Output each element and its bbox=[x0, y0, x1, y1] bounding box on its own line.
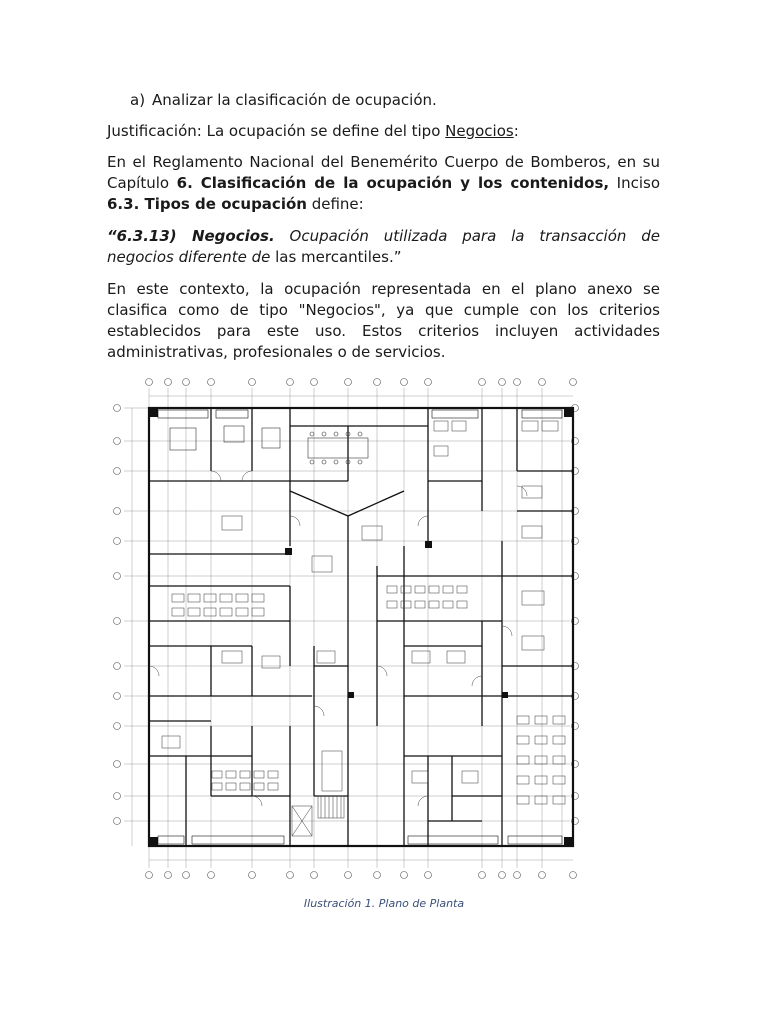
regulation-section: 6.3. Tipos de ocupación bbox=[107, 195, 307, 213]
quote-heading: “6.3.13) Negocios. bbox=[107, 227, 275, 245]
justification-prefix: Justificación: La ocupación se define del tipo bbox=[107, 122, 446, 140]
corner-columns bbox=[148, 407, 574, 847]
justification-paragraph bbox=[107, 121, 660, 142]
regulation-chapter: 6. Clasificación de la ocupación y los contenidos, bbox=[176, 174, 610, 192]
justification-suffix: : bbox=[513, 122, 519, 140]
regulation-text-2: Inciso bbox=[609, 174, 660, 192]
justification-type: Negocios bbox=[445, 122, 514, 140]
context-paragraph: En este contexto, la ocupación representada en el plano anexo se clasifica como de tipo "Negocios", ya que cumple con los criterios establecidos para este uso. Estos criterios incluyen actividades administrativas, profesionales o de servicios. bbox=[107, 280, 660, 361]
furniture-conference bbox=[170, 426, 368, 464]
axis-bubbles-left bbox=[114, 405, 121, 825]
axis-bubbles-bottom bbox=[146, 872, 577, 879]
interior-walls bbox=[149, 408, 573, 846]
list-marker: a) bbox=[130, 91, 146, 109]
dimension-lines bbox=[132, 396, 573, 860]
figure-caption: Ilustración 1. Plano de Planta bbox=[303, 897, 465, 910]
axis-bubbles-top bbox=[146, 379, 577, 386]
quote-italic-text: Ocupación utilizada para la transacción de negocios diferente de bbox=[107, 227, 660, 266]
list-item-a bbox=[130, 90, 437, 111]
list-item-text: Analizar la clasificación de ocupación. bbox=[152, 91, 437, 109]
quote-paragraph bbox=[107, 226, 660, 268]
regulation-text-1: En el Reglamento Nacional del Benemérito Cuerpo de Bomberos, en su Capítulo bbox=[107, 153, 660, 192]
floor-plan-figure bbox=[112, 376, 582, 881]
regulation-paragraph bbox=[107, 152, 660, 215]
furniture-offices bbox=[162, 421, 558, 791]
stairs bbox=[292, 796, 344, 836]
exterior-walls bbox=[149, 408, 573, 846]
quote-normal-text: las mercantiles.” bbox=[270, 248, 402, 266]
regulation-text-3: define: bbox=[306, 195, 364, 213]
